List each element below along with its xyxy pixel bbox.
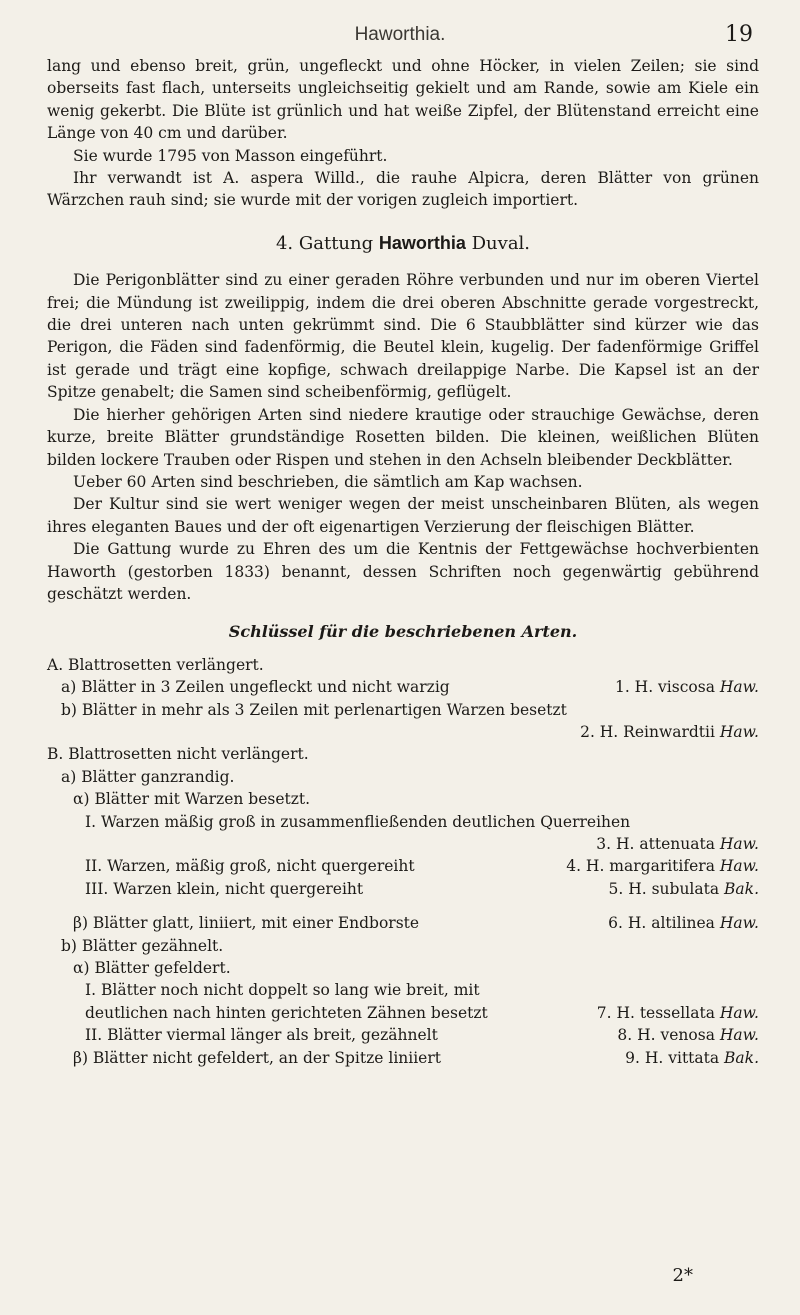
key-title: Schlüssel für die beschriebenen Arten.	[228, 622, 578, 642]
paragraph-habit: Die hierher gehörigen Arten sind niedere krautige oder strauchige Gewächse, deren kurze, breite Blätter grundständige Rosetten bilden. Die kleinen, weißlichen Blüten bilden lockere Trauben oder Rispen und stehen in den Achseln bleibender Deckblätter.	[47, 405, 759, 469]
heading-author: Duval.	[471, 232, 531, 254]
page-number: 19	[725, 22, 753, 47]
key-row: β) Blätter glatt, liniiert, mit einer Endborste 6. H. altilinea Haw.	[47, 912, 759, 934]
paragraph-etymology: Die Gattung wurde zu Ehren des um die Kentnis der Fettgewächse hochverbienten Haworth (gestorben 1833) benannt, dessen Schriften noch gegenwärtig gebührend geschätzt werden.	[47, 540, 759, 603]
key-row	[47, 721, 759, 743]
key-row: II. Warzen, mäßig groß, nicht quergereiht 4. H. margaritifera Haw.	[47, 855, 759, 877]
species-name: 8. H. venosa Haw.	[617, 1026, 759, 1045]
key-row: α) Blätter gefeldert.	[73, 959, 231, 977]
running-title: Haworthia.	[354, 24, 446, 45]
species-name: 5. H. subulata Bak.	[608, 879, 759, 898]
key-row	[47, 833, 759, 855]
key-row: I. Warzen mäßig groß in zusammenfließenden deutlichen Querreihen	[85, 812, 631, 831]
page-header	[0, 22, 800, 52]
key-row: II. Blätter viermal länger als breit, gezähnelt 8. H. venosa Haw.	[47, 1024, 759, 1046]
signature-mark: 2*	[672, 1265, 693, 1286]
key-row: β) Blätter nicht gefeldert, an der Spitze liniiert 9. H. vittata Bak.	[47, 1047, 759, 1069]
identification-key	[47, 654, 759, 1069]
key-row: b) Blätter in mehr als 3 Zeilen mit perlenartigen Warzen besetzt	[61, 700, 567, 719]
key-row: a) Blätter in 3 Zeilen ungefleckt und nicht warzig 1. H. viscosa Haw.	[47, 676, 759, 698]
paragraph-species-count: Ueber 60 Arten sind beschrieben, die sämtlich am Kap wachsen.	[73, 472, 583, 491]
heading-number: 4. Gattung	[275, 232, 374, 254]
species-name: 9. H. vittata Bak.	[625, 1048, 759, 1067]
paragraph-continued: lang und ebenso breit, grün, ungefleckt und ohne Höcker, in vielen Zeilen; sie sind oberseits fast flach, unterseits ungleichseitig gekielt und am Rande, sowie am Kiele ein wenig gekerbt. Die Blüte ist grünlich und hat weiße Zipfel, der Blütenstand erreicht eine Länge von 40 cm und darüber.	[47, 57, 759, 143]
page-body	[47, 55, 759, 1069]
key-row: a) Blätter ganzrandig.	[61, 767, 235, 786]
key-row: b) Blätter gezähnelt.	[61, 936, 224, 955]
paragraph-related-species: Ihr verwandt ist A. aspera Willd., die rauhe Alpicra, deren Blätter von grünen Wärzchen rauh sind; sie wurde mit der vorigen zugleich importiert.	[47, 169, 759, 210]
paragraph-description: Die Perigonblätter sind zu einer geraden Röhre verbunden und nur im oberen Viertel frei; die Mündung ist zweilippig, indem die drei oberen Abschnitte gerade vorgestreckt, die drei unteren nach unten gekrümmt sind. Die 6 Staubblätter sind kürzer wie das Perigon, die Fäden sind fadenförmig, die Beutel klein, kugelig. Der fadenförmige Griffel ist gerade und trägt eine kopfige, schwach dreilappige Narbe. Die Kapsel ist an der Spitze genabelt; die Samen sind scheibenförmig, geflügelt.	[47, 271, 759, 402]
key-row: A. Blattrosetten verlängert.	[47, 655, 264, 674]
species-name: 3. H. attenuata Haw.	[596, 834, 759, 853]
paragraph-cultivation: Der Kultur sind sie wert weniger wegen der meist unscheinbaren Blüten, als wegen ihres eleganten Baues und der oft eigenartigen Verzierung der fleischigen Blätter.	[47, 495, 759, 536]
heading-genus: Haworthia	[378, 232, 466, 253]
species-name: 7. H. tessellata Haw.	[596, 1003, 759, 1022]
key-row: I. Blätter noch nicht doppelt so lang wie breit, mit deutlichen nach hinten gerichteten Zähnen besetzt 7. H. tessellata Haw.	[47, 979, 759, 1024]
paragraph-introduction: Sie wurde 1795 von Masson eingeführt.	[73, 146, 388, 165]
species-name: 6. H. altilinea Haw.	[608, 914, 759, 933]
key-row: III. Warzen klein, nicht quergereiht 5. H. subulata Bak.	[47, 878, 759, 900]
key-row: B. Blattrosetten nicht verlängert.	[47, 745, 309, 764]
key-row: α) Blätter mit Warzen besetzt.	[73, 790, 311, 809]
species-name: 2. H. Reinwardtii Haw.	[580, 722, 759, 741]
species-name: 4. H. margaritifera Haw.	[566, 857, 759, 876]
species-name: 1. H. viscosa Haw.	[614, 678, 759, 697]
section-heading	[47, 232, 759, 255]
